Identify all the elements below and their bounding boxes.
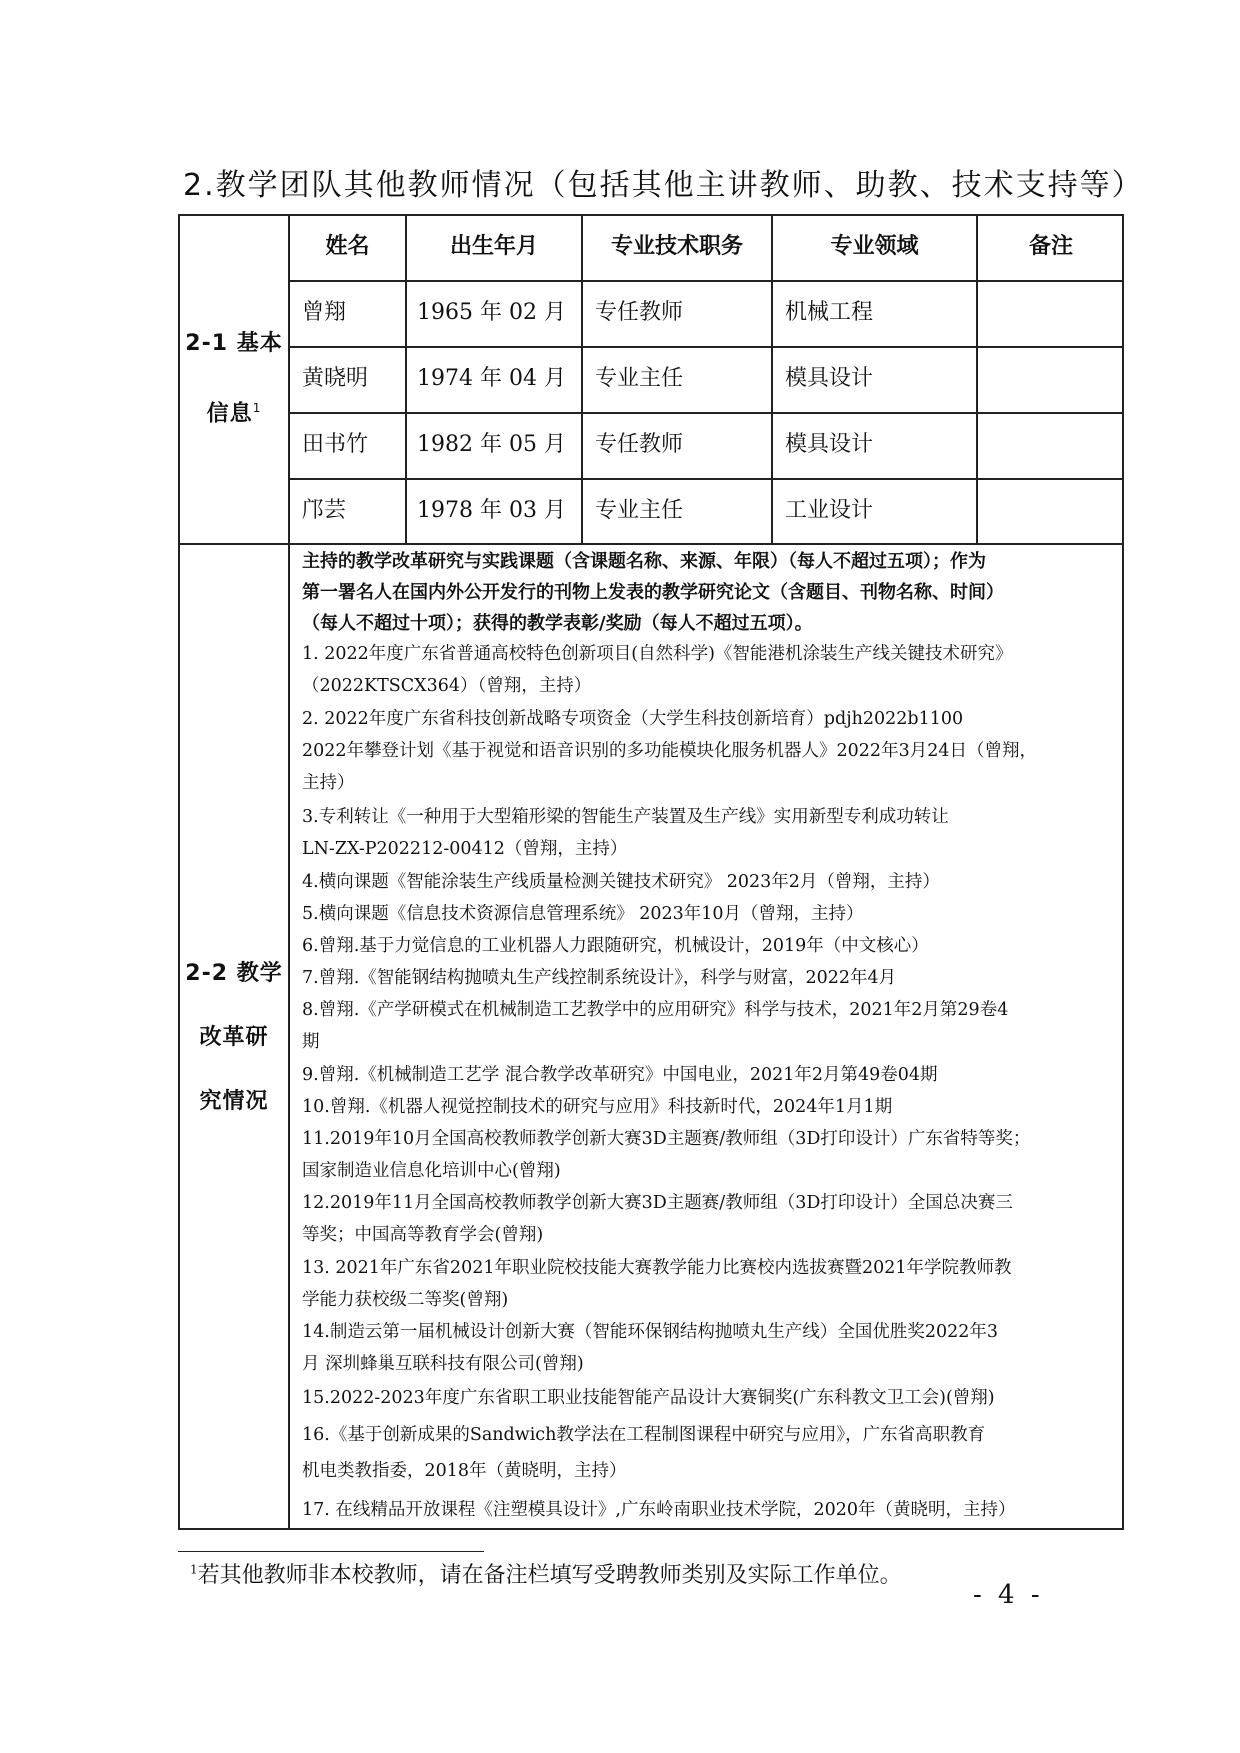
instruction-line: 主持的教学改革研究与实践课题（含课题名称、来源、年限）（每人不超过五项）；作为 [302,551,986,572]
list-item-line: 2. 2022年度广东省科技创新战略专项资金（大学生科技创新培育）pdjh2022b1100 [302,709,964,729]
footnote-text: 若其他教师非本校教师，请在备注栏填写受聘教师类别及实际工作单位。 [197,1563,902,1588]
cell-field: 机械工程 [785,300,874,325]
cell-title: 专任教师 [595,300,684,325]
list-item-line: 6.曾翔.基于力觉信息的工业机器人力跟随研究，机械设计，2019年（中文核心） [302,936,929,956]
list-item-line: 国家制造业信息化培训中心(曾翔) [302,1161,561,1181]
list-item-line: 14.制造云第一届机械设计创新大赛（智能环保钢结构抛喷丸生产线）全国优胜奖2022年3 [302,1322,998,1342]
list-item-line: LN-ZX-P202212-00412（曾翔，主持） [302,839,628,859]
footnote [190,1558,902,1589]
row-label-reform [180,942,288,1134]
list-item-line: 8.曾翔.《产学研模式在机械制造工艺教学中的应用研究》科学与技术，2021年2月第29卷4 [302,1000,1009,1020]
table-divider [288,346,1124,348]
instruction-line: 第一署名人在国内外公开发行的刊物上发表的教学研究论文（含题目、刊物名称、时间） [302,582,1004,603]
header-title: 专业技术职务 [610,234,743,259]
cell-birth: 1974 年 04 月 [417,366,566,391]
list-item-line: 主持） [302,773,355,793]
instruction-line: （每人不超过十项）；获得的教学表彰/奖励（每人不超过五项）。 [302,613,813,634]
list-item-line: 月 深圳蜂巢互联科技有限公司(曾翔) [302,1354,584,1374]
row-label-line: 究情况 [199,1089,269,1114]
reform-instructions [302,546,1124,639]
list-item-line: 7.曾翔.《智能钢结构抛喷丸生产线控制系统设计》，科学与财富，2022年4月 [302,968,897,988]
cell-birth: 1978 年 03 月 [417,498,566,523]
list-item-line: 3.专利转让《一种用于大型箱形梁的智能生产装置及生产线》实用新型专利成功转让 [302,807,949,827]
list-item-line: 12.2019年11月全国高校教师教学创新大赛3D主题赛/教师组（3D打印设计）全国总决赛三 [302,1193,1013,1213]
footnote-divider [178,1551,484,1552]
table-divider [288,412,1124,414]
row-label-text: 信息 [206,401,253,427]
row-label-basic-info [180,312,288,446]
list-item-line: 2022年攀登计划《基于视觉和语音识别的多功能模块化服务机器人》2022年3月24日（曾翔， [302,741,1037,761]
list-item-line: 9.曾翔.《机械制造工艺学 混合教学改革研究》中国电业，2021年2月第49卷04期 [302,1065,938,1085]
list-item-line: 期 [302,1032,320,1052]
section-title: 2.教学团队其他教师情况（包括其他主讲教师、助教、技术支持等） [183,168,1144,203]
list-item-line: 15.2022-2023年度广东省职工职业技能智能产品设计大赛铜奖(广东科教文卫工会)(曾翔) [302,1388,995,1408]
list-item-line: 4.横向课题《智能涂装生产线质量检测关键技术研究》 2023年2月（曾翔，主持） [302,872,940,892]
cell-name: 黄晓明 [302,366,369,391]
cell-field: 模具设计 [785,366,874,391]
list-item-line: （2022KTSCX364）（曾翔，主持） [302,676,592,696]
row-label-line: 2-2 教学 [185,961,283,986]
footnote-marker: 1 [190,1562,198,1577]
cell-title: 专业主任 [595,366,684,391]
list-item-line: 机电类教指委，2018年（黄晓明，主持） [302,1461,627,1481]
header-name: 姓名 [325,234,370,259]
cell-birth: 1982 年 05 月 [417,432,566,457]
cell-name: 邝芸 [302,498,347,523]
header-note: 备注 [1028,234,1073,259]
cell-field: 工业设计 [785,498,874,523]
row-label-line: 改革研 [199,1025,269,1050]
cell-name: 曾翔 [302,300,347,325]
list-item-line: 16.《基于创新成果的Sandwich教学法在工程制图课程中研究与应用》，广东省高职教育 [302,1425,986,1445]
list-item-line: 5.横向课题《信息技术资源信息管理系统》 2023年10月（曾翔，主持） [302,904,864,924]
header-birth: 出生年月 [449,234,538,259]
list-item-line: 13. 2021年广东省2021年职业院校技能大赛教学能力比赛校内选拔赛暨2021年学院教师教 [302,1258,1012,1278]
list-item-line: 11.2019年10月全国高校教师教学创新大赛3D主题赛/教师组（3D打印设计）广东省特等奖； [302,1129,1031,1149]
list-item-line: 17. 在线精品开放课程《注塑模具设计》,广东岭南职业技术学院，2020年（黄晓明，主持） [302,1500,1016,1520]
row-label-line: 2-1 基本 [185,331,283,356]
page-number: - 4 - [973,1580,1044,1610]
list-item-line: 10.曾翔.《机器人视觉控制技术的研究与应用》科技新时代，2024年1月1期 [302,1097,893,1117]
header-field: 专业领域 [830,234,919,259]
cell-name: 田书竹 [302,432,369,457]
footnote-marker: 1 [252,401,262,415]
cell-title: 专任教师 [595,432,684,457]
row-label-line [180,376,288,446]
table-divider [288,280,1124,282]
cell-title: 专业主任 [595,498,684,523]
list-item-line: 等奖；中国高等教育学会(曾翔) [302,1225,544,1245]
list-item-line: 1. 2022年度广东省普通高校特色创新项目(自然科学)《智能港机涂装生产线关键技术研究》 [302,644,1013,664]
table-divider [288,478,1124,480]
cell-birth: 1965 年 02 月 [417,300,566,325]
list-item-line: 学能力获校级二等奖(曾翔) [302,1290,509,1310]
cell-field: 模具设计 [785,432,874,457]
